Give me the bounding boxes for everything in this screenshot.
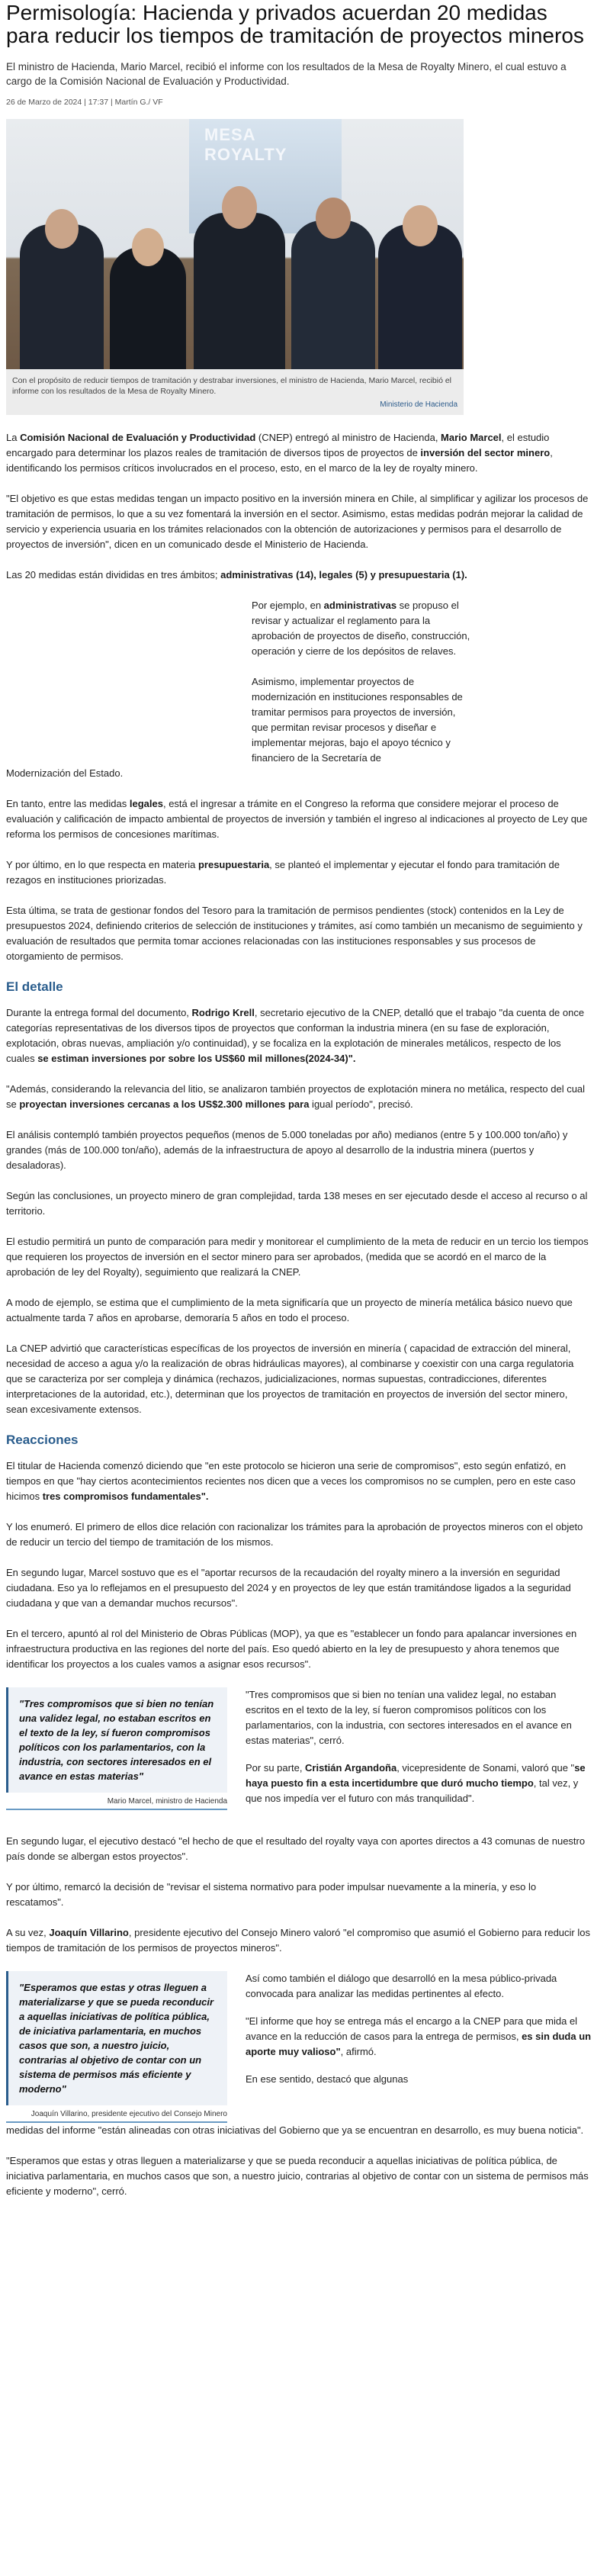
article-date: 26 de Marzo de 2024 | 17:37 | bbox=[6, 98, 113, 107]
section-heading: Reacciones bbox=[6, 1433, 79, 1447]
pullquote-row bbox=[6, 1687, 592, 1819]
photo-person bbox=[291, 175, 375, 369]
pullquote bbox=[6, 1971, 227, 2123]
paragraph: El estudio permitirá un punto de comparación para medir y monitorear el cumplimiento de la meta de reducir en un tercio los tiempos que requieren los proyectos de inversión en el sector minero para ser aprobados, (medida que se acordó en el marco de la aprobación de ley del Royalty), seguimiento que realizará la CNEP. bbox=[6, 1236, 589, 1278]
paragraph: Las 20 medidas están divididas en tres ámbitos; administrativas (14), legales (5) y presupuestaria (1). bbox=[6, 569, 467, 580]
pullquote-row bbox=[6, 1971, 592, 2123]
photo-person bbox=[194, 163, 285, 369]
paragraph: medidas del informe "están alineadas con otras iniciativas del Gobierno que ya se encuentran en desarrollo, es muy buena noticia". bbox=[6, 2124, 584, 2136]
article-photo[interactable] bbox=[6, 119, 464, 369]
photo-credit[interactable]: Ministerio de Hacienda bbox=[380, 400, 458, 409]
photo-banner-text: MESA ROYALTY bbox=[204, 125, 287, 164]
pullquote-source: Mario Marcel, ministro de Hacienda bbox=[6, 1797, 227, 1810]
photo-person bbox=[110, 205, 186, 369]
paragraph: La Comisión Nacional de Evaluación y Productividad (CNEP) entregó al ministro de Hacienda, Mario Marcel, el estudio encargado para determinar los plazos reales de tramitación de diversos tipos de proyectos de inversión del sector minero, identificando los permisos críticos involucrados en el proceso, esto, en el marco de la ley de royalty minero. bbox=[6, 432, 553, 474]
pullquote-side-text bbox=[246, 1971, 592, 2123]
paragraph: Asimismo, implementar proyectos de modernización en instituciones responsables de tramitar permisos para proyectos de inversión, que permitan revisar procesos y diseñar e implementar mejoras, bajo el apoyo técnico y financiero de la Secretaría de bbox=[252, 676, 463, 764]
paragraph: "Además, considerando la relevancia del litio, se analizaron también proyectos de explotación minera no metálica, respecto del cual se proyectan inversiones cercanas a los US$2.300 millones para igual período", precisó. bbox=[6, 1083, 586, 1110]
article-lead: El ministro de Hacienda, Mario Marcel, recibió el informe con los resultados de la Mesa de Royalty Minero, el cual estuvo a cargo de la Comisión Nacional de Evaluación y Productividad. bbox=[6, 61, 567, 87]
article bbox=[0, 2, 598, 2199]
paragraph: El titular de Hacienda comenzó diciendo que "en este protocolo se hicieron una serie de compromisos", esto según enfatizó, en tiempos en que "hay ciertos acontecimientos recientes nos dicen que a veces los compromisos no se cumplen, pero en este caso hicimos tres compromisos fundamentales". bbox=[6, 1460, 576, 1502]
paragraph: Modernización del Estado. bbox=[6, 767, 124, 779]
paragraph: "Tres compromisos que si bien no tenían una validez legal, no estaban escritos en el texto de la ley, sí fueron compromisos políticos con los parlamentarios, con la industria, con sectores interesados en el avance en estas materias", cerró. bbox=[246, 1689, 572, 1746]
pullquote-side-text bbox=[246, 1687, 592, 1819]
paragraph: En segundo lugar, el ejecutivo destacó "el hecho de que el resultado del royalty vaya con aportes directos a 43 comunas de nuestro país donde se albergan estos proyectos". bbox=[6, 1835, 586, 1862]
paragraph: A su vez, Joaquín Villarino, presidente ejecutivo del Consejo Minero valoró "el compromiso que asumió el Gobierno para reducir los tiempos de tramitación de los permisos de proyectos mineros". bbox=[6, 1927, 590, 1954]
paragraph: Por su parte, Cristián Argandoña, vicepresidente de Sonami, valoró que "se haya puesto fin a esta incertidumbre que duró mucho tiempo, tal vez, y que nos impedía ver el futuro con más tranquilidad". bbox=[246, 1762, 586, 1804]
photo-person bbox=[20, 178, 104, 369]
paragraph: En ese sentido, destacó que algunas bbox=[246, 2073, 409, 2085]
section-heading: El detalle bbox=[6, 979, 63, 994]
paragraph: El análisis contempló también proyectos pequeños (menos de 5.000 toneladas por año) medianos (entre 5 y 100.000 ton/año) y grandes (más de 100.000 ton/año), además de la infraestructura de apoyo al desarrollo de la industria minera (puertos y desaladoras). bbox=[6, 1129, 568, 1171]
photo-caption bbox=[6, 369, 464, 415]
paragraph: En segundo lugar, Marcel sostuvo que es el "aportar recursos de la recaudación del royalty minero a la inversión en seguridad ciudadana. Eso ya lo reflejamos en el presupuesto del 2024 y en proyectos de ley que están tramitándose ligados a la seguridad ciudadana y que van a demandar muchos recursos". bbox=[6, 1567, 571, 1609]
article-title: Permisología: Hacienda y privados acuerdan 20 medidas para reducir los tiempos de tramitación de proyectos mineros bbox=[6, 1, 584, 47]
paragraph: En el tercero, apuntó al rol del Ministerio de Obras Públicas (MOP), ya que es "establecer un fondo para apalancar inversiones en infraestructura productiva en las regiones del norte del país. Eso quedó abierto en la ley de presupuesto y ahora tenemos que identificar los proyectos a los cuales vamos a asignar esos recursos". bbox=[6, 1628, 577, 1670]
paragraph: Y los enumeró. El primero de ellos dice relación con racionalizar los trámites para la aprobación de proyectos mineros con el objeto de reducir un tercio del tiempo de tramitación de los mismos. bbox=[6, 1521, 583, 1548]
paragraph: Esta última, se trata de gestionar fondos del Tesoro para la tramitación de permisos pendientes (stock) contenidos en la Ley de presupuestos 2024, definiendo criterios de selección de instituciones y trámites, así como también un mecanismo de seguimiento y evaluación de resultados que permita tomar acciones relacionadas con las instituciones responsables y sus procesos de otorgamiento de permisos. bbox=[6, 905, 583, 962]
pullquote-source: Joaquín Villarino, presidente ejecutivo del Consejo Minero bbox=[6, 2110, 227, 2123]
paragraph: Por ejemplo, en administrativas se propuso el revisar y actualizar el reglamento para la aprobación de proyectos de diseño, construcción, operación y cierre de los depósitos de relaves. bbox=[252, 600, 470, 657]
paragraph: Según las conclusiones, un proyecto minero de gran complejidad, tarda 138 meses en ser ejecutado desde el acceso al recurso o al territorio. bbox=[6, 1190, 588, 1217]
article-meta bbox=[6, 98, 592, 107]
paragraph: Y por último, remarcó la decisión de "revisar el sistema normativo para poder impulsar nuevamente a la minería, y eso lo rescatamos". bbox=[6, 1881, 537, 1908]
pullquote-text: "Tres compromisos que si bien no tenían una validez legal, no estaban escritos en el texto de la ley, sí fueron compromisos políticos con los parlamentarios, con la industria, con sectores interesados en el avance en estas materias" bbox=[6, 1687, 227, 1793]
paragraph: La CNEP advirtió que características específicas de los proyectos de inversión en minería ( capacidad de extracción del mineral, necesidad de acceso a agua y/o la realización de obras hidráulicas mayores), al combinarse y coexistir con una carga regulatoria que se caracteriza por ser compleja y dinámica (rechazos, judicializaciones, normas supuestas, contradicciones, diferentes interpretaciones de la autoridad, etc.), determinan que los proyectos de tramitación en proyectos de inversión del sector minero, sean excesivamente extensos. bbox=[6, 1343, 574, 1415]
paragraph: A modo de ejemplo, se estima que el cumplimiento de la meta significaría que un proyecto de minería metálica básico nuevo que actualmente tarda 7 años en aprobarse, demoraría 5 años en todo el proceso. bbox=[6, 1297, 573, 1323]
pullquote-text: "Esperamos que estas y otras lleguen a materializarse y que se pueda reconducir a aquellas iniciativas de política pública, de iniciativa parlamentaria, en muchos casos que son, a nuestro juicio, contrarias al objetivo de contar con un sistema de permisos más eficiente y moderno" bbox=[6, 1971, 227, 2105]
paragraph: Así como también el diálogo que desarrolló en la mesa público-privada convocada para analizar las medidas pertinentes al efecto. bbox=[246, 1973, 557, 1999]
paragraph: Durante la entrega formal del documento, Rodrigo Krell, secretario ejecutivo de la CNEP, detalló que el trabajo "da cuenta de once categorías representativas de los diversos tipos de proyectos que conforman la industria minera (en su fase de exploración, explotación, obras nuevas, ampliación y/o continuidad), y se focaliza en la explotación de minerales metálicos, respecto de los cuales se estiman inversiones por sobre los US$60 mil millones(2024-34)". bbox=[6, 1007, 585, 1064]
paragraph: "Esperamos que estas y otras lleguen a materializarse y que se pueda reconducir a aquellas iniciativas de política pública, de iniciativa parlamentaria, en muchos casos que son, a nuestro juicio, contrarias al objetivo de contar con un sistema de permisos más eficiente y moderno", cerró. bbox=[6, 2155, 589, 2197]
article-figure bbox=[6, 119, 464, 415]
photo-caption-text: Con el propósito de reducir tiempos de tramitación y destrabar inversiones, el ministro de Hacienda, Mario Marcel, recibió el informe con los resultados de la Mesa de Royalty Minero. bbox=[12, 376, 452, 396]
paragraph: "El objetivo es que estas medidas tengan un impacto positivo en la inversión minera en Chile, al simplificar y agilizar los procesos de tramitación de permisos, lo que a su vez fomentará la inversión en el sector. Asimismo, estas medidas podrán mejorar la calidad de servicio y experiencia usuaria en los trámites relacionados con la obtención de autorizaciones y permisos para el desarrollo de proyectos de inversión", dicen en un comunicado desde el Ministerio de Hacienda. bbox=[6, 493, 589, 550]
paragraph: Y por último, en lo que respecta en materia presupuestaria, se planteó el implementar y ejecutar el fondo para tramitación de rezagos en instituciones priorizadas. bbox=[6, 859, 560, 886]
photo-person bbox=[378, 182, 462, 369]
pullquote bbox=[6, 1687, 227, 1819]
paragraph: En tanto, entre las medidas legales, está el ingresar a trámite en el Congreso la reforma que considere mejorar el proceso de evaluación y calificación de impacto ambiental de proyectos de inversión y también el ingreso al indicaciones al proyecto de Ley que reforma los permisos de concesiones marítimas. bbox=[6, 798, 588, 840]
paragraph: "El informe que hoy se entrega más el encargo a la CNEP para que mida el avance en la reducción de casos para la entrega de permisos, es sin duda un aporte muy valioso", afirmó. bbox=[246, 2015, 592, 2057]
article-author[interactable]: Martín G./ VF bbox=[114, 98, 163, 107]
